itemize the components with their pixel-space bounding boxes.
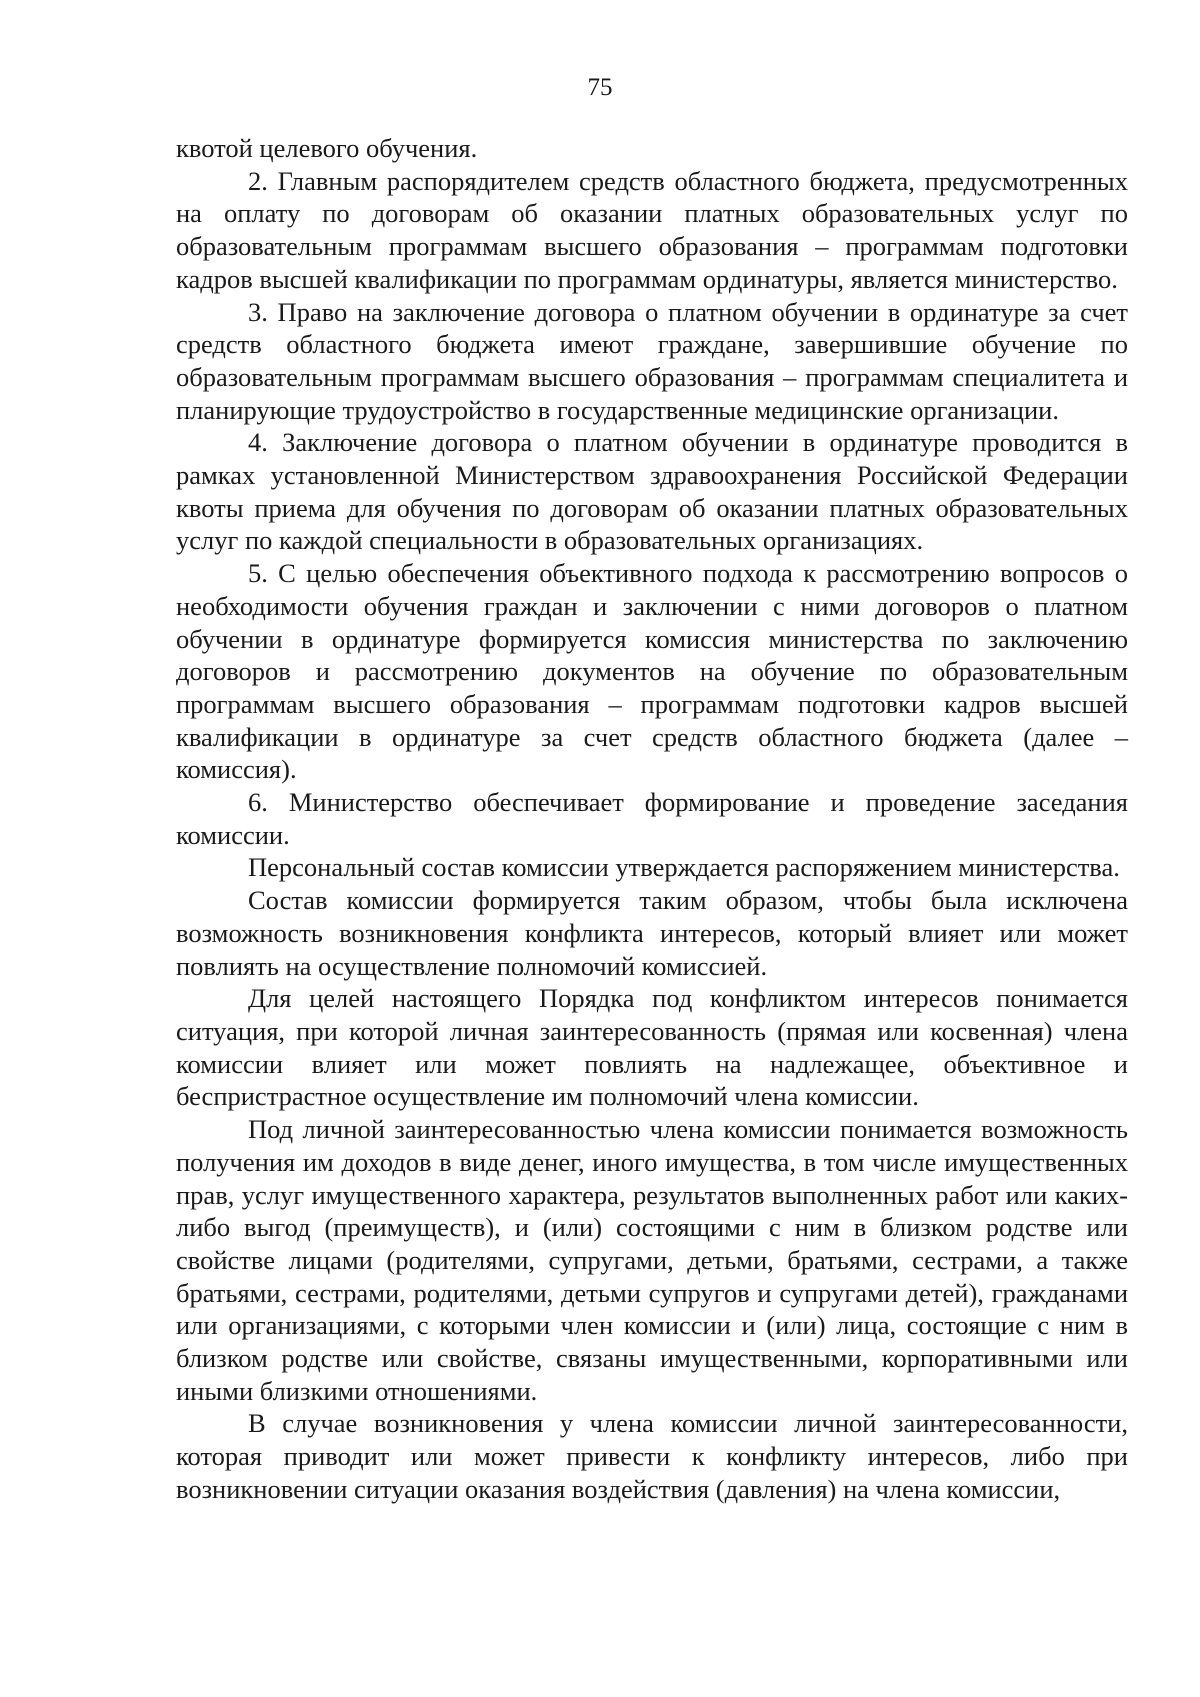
paragraph-personal-interest: Под личной заинтересованностью члена комиссии понимается возможность получения им доходов в виде денег, иного имущества, в том числе имущественных прав, услуг имущественного характера, результатов выполненных работ или каких-либо выгод (преимуществ), и (или) состоящими с ним в близком родстве или свойстве лицами (родителями, супругами, детьми, братьями, сестрами, а также братьями, сестрами, родителями, детьми супругов и супругами детей), гражданами или организациями, с которыми член комиссии и (или) лица, состоящие с ним в близком родстве или свойстве, связаны имущественными, корпоративными или иными близкими отношениями. [176, 1114, 1128, 1406]
paragraph-conflict-exclusion: Состав комиссии формируется таким образом, чтобы была исключена возможность возникновения конфликта интересов, который влияет или может повлиять на осуществление полномочий комиссией. [176, 885, 1128, 981]
page-number: 75 [587, 74, 613, 101]
paragraph-item-5: 5. С целью обеспечения объективного подхода к рассмотрению вопросов о необходимости обучения граждан и заключении с ними договоров о платном обучении в ординатуре формируется комиссия министерства по заключению договоров и рассмотрению документов на обучение по образовательным программам высшего образования – программам подготовки кадров высшей квалификации в ординатуре за счет средств областного бюджета (далее – комиссия). [176, 558, 1128, 785]
paragraph-conflict-definition: Для целей настоящего Порядка под конфликтом интересов понимается ситуация, при которой личная заинтересованность (прямая или косвенная) члена комиссии влияет или может повлиять на надлежащее, объективное и беспристрастное осуществление им полномочий члена комиссии. [176, 983, 1128, 1112]
paragraph-item-6: 6. Министерство обеспечивает формирование и проведение заседания комиссии. [176, 787, 1128, 850]
paragraph-interest-case: В случае возникновения у члена комиссии личной заинтересованности, которая приводит или может привести к конфликту интересов, либо при возникновении ситуации оказания воздействия (давления) на члена комиссии, [176, 1408, 1128, 1504]
paragraph-commission-composition: Персональный состав комиссии утверждается распоряжением министерства. [248, 852, 1120, 883]
document-body [176, 132, 1128, 1506]
paragraph-continuation: квотой целевого обучения. [176, 133, 478, 163]
paragraph-item-2: 2. Главным распорядителем средств областного бюджета, предусмотренных на оплату по договорам об оказании платных образовательных услуг по образовательным программам высшего образования – программам подготовки кадров высшей квалификации по программам ординатуры, является министерство. [176, 165, 1128, 294]
paragraph-item-3: 3. Право на заключение договора о платном обучении в ординатуре за счет средств областного бюджета имеют граждане, завершившие обучение по образовательным программам высшего образования – программам специалитета и планирующие трудоустройство в государственные медицинские организации. [176, 296, 1128, 425]
paragraph-item-4: 4. Заключение договора о платном обучении в ординатуре проводится в рамках установленной Министерством здравоохранения Российской Федерации квоты приема для обучения по договорам об оказании платных образовательных услуг по каждой специальности в образовательных организациях. [176, 427, 1128, 556]
